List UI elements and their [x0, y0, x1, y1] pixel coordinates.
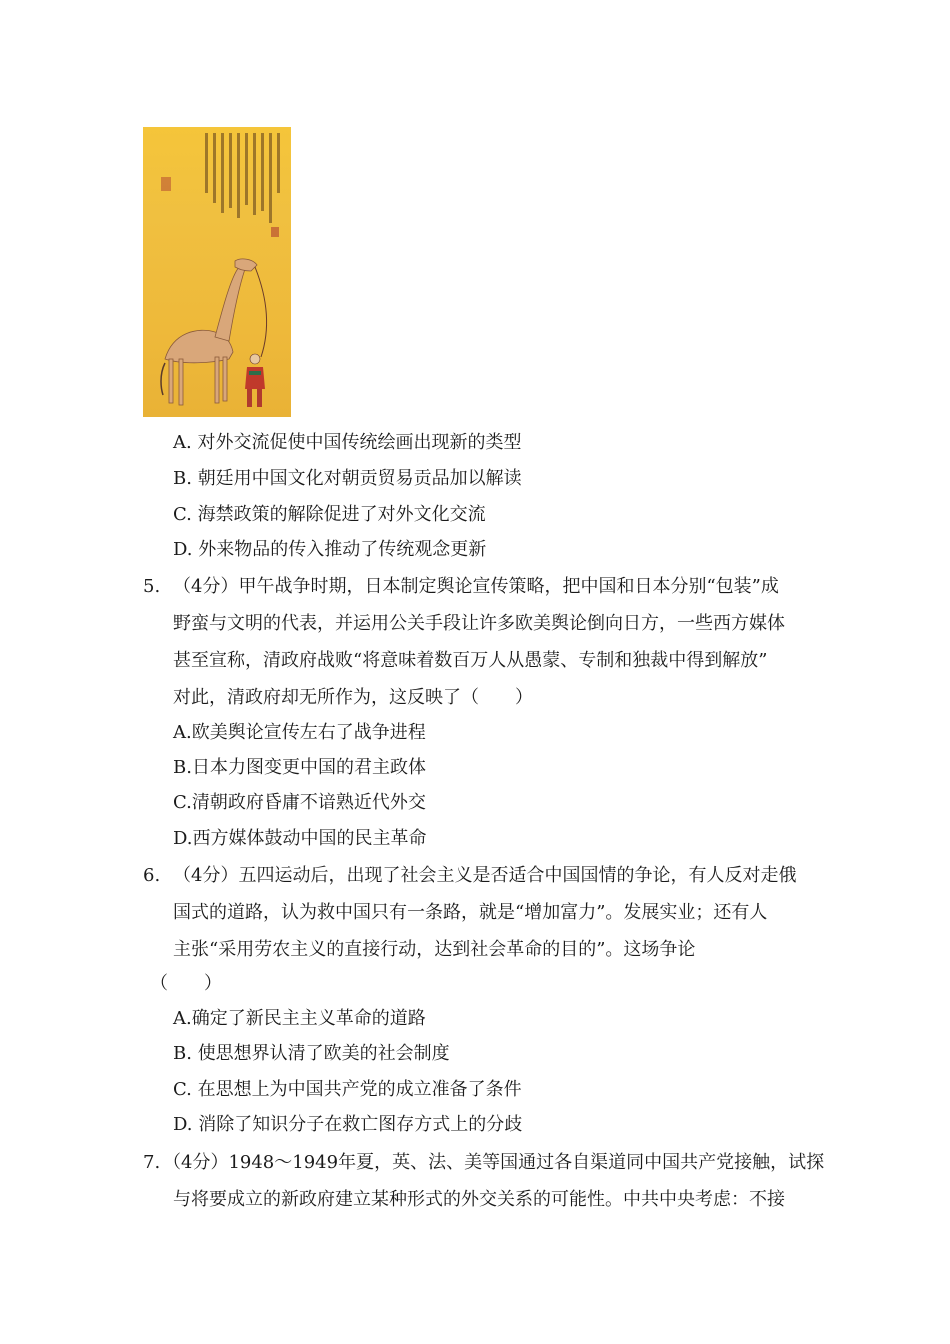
q7-stem-line-2: 与将要成立的新政府建立某种形式的外交关系的可能性。中共中央考虑：不接: [173, 1189, 785, 1210]
option-text: 朝廷用中国文化对朝贡贸易贡品加以解读: [197, 468, 522, 489]
q7-number: 7.: [143, 1152, 161, 1173]
option-letter: A.: [173, 1008, 192, 1029]
q5-option-c: [173, 791, 426, 815]
option-text: 西方媒体鼓动中国的民主革命: [192, 828, 427, 849]
q6-option-b: [173, 1042, 450, 1066]
q5-stem-line-4: 对此，清政府却无所作为，这反映了（ ）: [173, 687, 533, 708]
q7-stem-line-1: （4分）1948～1949年夏，英、法、美等国通过各自渠道同中国共产党接触，试探: [163, 1152, 825, 1173]
option-letter: C.: [173, 792, 192, 813]
q6-stem-line-3: 主张“采用劳农主义的直接行动，达到社会革命的目的”。这场争论: [173, 939, 696, 960]
option-letter: D.: [173, 1114, 193, 1135]
option-text: 清朝政府昏庸不谙熟近代外交: [191, 792, 426, 813]
q6-number: 6.: [143, 865, 161, 886]
option-text: 在思想上为中国共产党的成立准备了条件: [197, 1079, 522, 1100]
q5-stem-line-3: 甚至宣称，清政府战败“将意味着数百万人从愚蒙、专制和独裁中得到解放”: [173, 650, 768, 671]
option-text: 消除了知识分子在救亡图存方式上的分歧: [198, 1114, 523, 1135]
option-text: 使思想界认清了欧美的社会制度: [197, 1043, 450, 1064]
option-letter: A.: [173, 432, 192, 453]
option-text: 外来物品的传入推动了传统观念更新: [198, 539, 487, 560]
giraffe-painting-image: [143, 127, 291, 417]
option-text: 日本力图变更中国的君主政体: [191, 757, 426, 778]
q6-option-d: [173, 1113, 522, 1137]
option-letter: D.: [173, 828, 193, 849]
option-text: 确定了新民主主义革命的道路: [191, 1008, 426, 1029]
option-text: 欧美舆论宣传左右了战争进程: [191, 722, 426, 743]
q5-option-a: [173, 721, 426, 745]
q5-number: 5.: [143, 576, 161, 597]
q4-option-d: [173, 538, 486, 562]
option-letter: B.: [173, 1043, 192, 1064]
q6-stem-line-2: 国式的道路，认为救中国只有一条路，就是“增加富力”。发展实业；还有人: [173, 902, 768, 923]
option-letter: B.: [173, 468, 192, 489]
q6-option-c: [173, 1078, 522, 1102]
q4-option-a: [173, 431, 521, 455]
q4-option-c: [173, 503, 486, 527]
option-letter: D.: [173, 539, 193, 560]
q6-stem-line-4: （ ）: [150, 973, 222, 994]
q5-stem-line-2: 野蛮与文明的代表，并运用公关手段让许多欧美舆论倒向日方，一些西方媒体: [173, 613, 785, 634]
q4-option-b: [173, 467, 522, 491]
q5-option-b: [173, 756, 426, 780]
option-letter: B.: [173, 757, 192, 778]
option-letter: A.: [173, 722, 192, 743]
q6-option-a: [173, 1007, 426, 1031]
giraffe-painting-illustration: [143, 127, 291, 417]
q5-option-d: [173, 827, 427, 851]
option-text: 对外交流促使中国传统绘画出现新的类型: [197, 432, 522, 453]
option-letter: C.: [173, 504, 192, 525]
option-letter: C.: [173, 1079, 192, 1100]
q5-stem-line-1: （4分）甲午战争时期，日本制定舆论宣传策略，把中国和日本分别“包装”成: [173, 576, 779, 597]
q6-stem-line-1: （4分）五四运动后，出现了社会主义是否适合中国国情的争论，有人反对走俄: [173, 865, 797, 886]
option-text: 海禁政策的解除促进了对外文化交流: [197, 504, 486, 525]
